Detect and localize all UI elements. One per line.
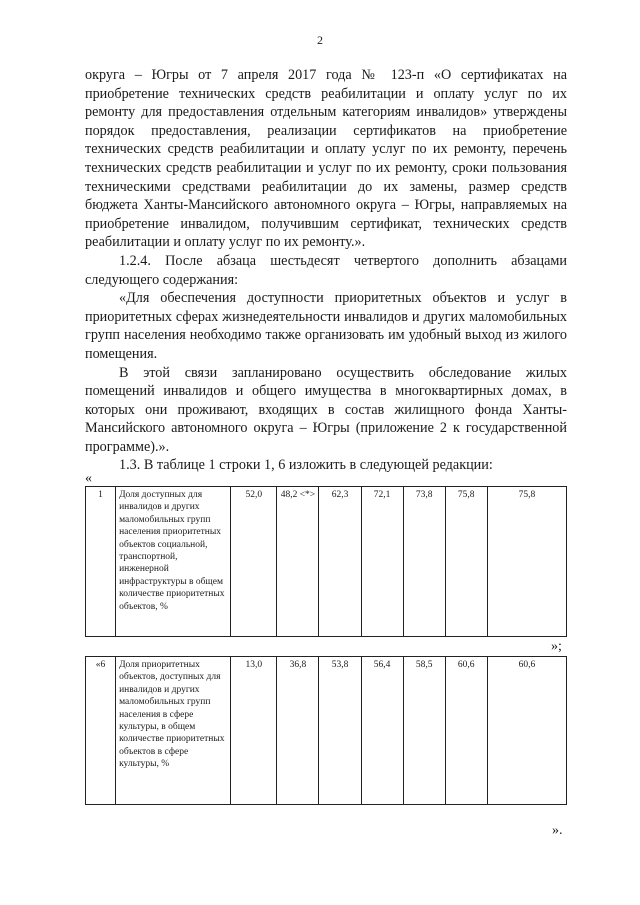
page-number: 2: [317, 33, 323, 47]
value-cell: 72,1: [361, 487, 403, 637]
indicator-table-row-6: [85, 656, 567, 805]
value-cell: 60,6: [445, 657, 487, 805]
value-cell: 75,8: [445, 487, 487, 637]
value-cell: 52,0: [231, 487, 277, 637]
value-cell: 53,8: [319, 657, 361, 805]
row-number-cell: 1: [86, 487, 116, 637]
indicator-description-cell: Доля доступных для инвалидов и других маломобильных групп населения приоритетных объектов социальной, транспортной, инженерной инфраструктуры в общем количестве приоритетных объектов, %: [116, 487, 231, 637]
value-cell: 75,8: [487, 487, 566, 637]
value-cell: 73,8: [403, 487, 445, 637]
paragraph-1-2-4: 1.2.4. После абзаца шестьдесят четвертого дополнить абзацами следующего содержания:: [85, 252, 567, 288]
closing-quote-row-6: ».: [552, 823, 563, 838]
paragraph-survey: В этой связи запланировано осуществить обследование жилых помещений инвалидов и общего имущества в многоквартирных домах, в которых они проживают, входящих в состав жилищного фонда Ханты-Мансийского автономного округа – Югры (приложение 2 к государственной программе).».: [85, 364, 567, 455]
table-row: [86, 657, 567, 805]
body-text: [85, 66, 567, 475]
table-row: [86, 487, 567, 637]
value-cell: 60,6: [487, 657, 566, 805]
value-cell: 58,5: [403, 657, 445, 805]
value-cell: 13,0: [231, 657, 277, 805]
indicator-description-cell: Доля приоритетных объектов, доступных для инвалидов и других маломобильных групп населения в сфере культуры, в общем количестве приоритетных объектов в сфере культуры, %: [116, 657, 231, 805]
quote-open-mark: «: [85, 471, 92, 486]
paragraph-1-3: 1.3. В таблице 1 строки 1, 6 изложить в следующей редакции:: [119, 457, 493, 474]
row-number-cell: «6: [86, 657, 116, 805]
value-cell: 56,4: [361, 657, 403, 805]
paragraph-quote-accessibility: «Для обеспечения доступности приоритетных объектов и услуг в приоритетных сферах жизнедеятельности инвалидов и других маломобильных групп населения необходимо также организовать им удобный выход из жилого помещения.: [85, 290, 567, 362]
indicator-table-row-1: [85, 486, 567, 637]
value-cell: 48,2 <*>: [277, 487, 319, 637]
closing-quote-row-1: »;: [551, 639, 562, 654]
value-cell: 62,3: [319, 487, 361, 637]
value-cell: 36,8: [277, 657, 319, 805]
paragraph-continuation: округа – Югры от 7 апреля 2017 года № 123-п «О сертификатах на приобретение технических средств реабилитации и оплату услуг по их ремонту для предоставления отдельным категориям инвалидов» утверждены порядок предоставления, реализации сертификатов на приобретение технических средств реабилитации и оплату услуг по их ремонту, перечень технических средств реабилитации и услуг по их ремонту, сроки пользования техническими средствами реабилитации до их замены, размер средств бюджета Ханты-Мансийского автономного округа – Югры, направляемых на приобретение инвалидом, получившим сертификат, технических средств реабилитации и оплату услуг по их ремонту.».: [85, 67, 567, 251]
